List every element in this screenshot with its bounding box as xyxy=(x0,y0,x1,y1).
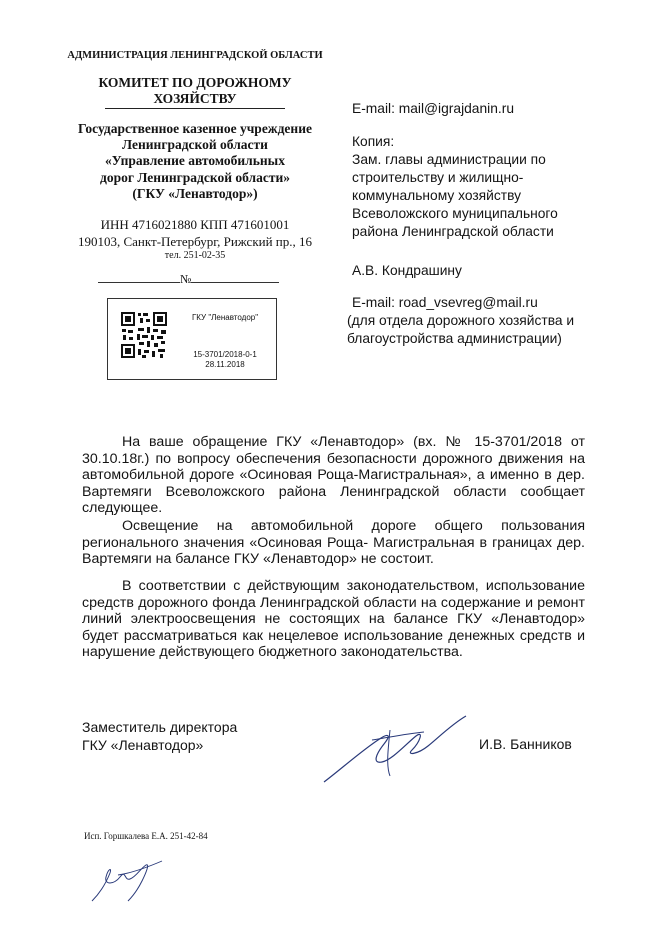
organization-name xyxy=(50,121,340,202)
note-line: благоустройства администрации) xyxy=(347,331,562,346)
copy-recipient xyxy=(352,151,642,241)
registration-stamp xyxy=(107,298,277,380)
recipient-name: А.В. Кондрашину xyxy=(352,263,462,278)
phone: тел. 251-02-35 xyxy=(164,250,226,261)
organization-line: дорог Ленинградской области» xyxy=(100,169,290,185)
recipient-email: E-mail: mail@igrajdanin.ru xyxy=(352,101,514,116)
inn-kpp: ИНН 4716021880 КПП 471601001 xyxy=(100,217,290,232)
administration-heading: АДМИНИСТРАЦИЯ ЛЕНИНГРАДСКОЙ ОБЛАСТИ xyxy=(67,50,323,61)
body-paragraph-text: На ваше обращение ГКУ «Ленавтодор» (вх. № 15-3701/2018 от 30.10.18г.) по вопросу обеспечения безопасности дорожного движения на автомобильной дороге «Осиновая Роща-Магистральная», а именно в дер. Вартемяги Всеволожского района Ленинградской области сообщает следующее. xyxy=(82,434,585,517)
committee-heading xyxy=(60,75,330,107)
copy-note xyxy=(347,312,642,348)
signatory-title-line: Заместитель директора xyxy=(82,719,238,735)
recipient-line: строительству и жилищно- xyxy=(352,170,524,185)
body-paragraph xyxy=(82,434,585,517)
body-paragraph-text: В соответствии с действующим законодательством, использование средств дорожного фонда Ленинградской области на содержание и ремонт линий электроосвещения не состоящих на балансе ГКУ «Ленавтодор» будет рассматриваться как нецелевое использование денежных средств и нарушение действующего бюджетного законодательства. xyxy=(82,578,585,661)
initials-signature xyxy=(88,855,168,905)
handwritten-signature xyxy=(320,710,470,790)
recipient-line: Всеволожского муниципального xyxy=(352,206,558,221)
copy-label: Копия: xyxy=(352,134,395,149)
address: 190103, Санкт-Петербург, Рижский пр., 16 xyxy=(77,234,313,249)
note-line: (для отдела дорожного хозяйства и xyxy=(347,313,575,328)
executor-info: Исп. Горшкалева Е.А. 251-42-84 xyxy=(84,831,208,841)
outgoing-number-line xyxy=(98,272,298,287)
header-divider xyxy=(105,108,285,109)
stamp-date: 28.11.2018 xyxy=(205,360,245,369)
date-blank xyxy=(98,272,180,283)
signatory-name: И.В. Банников xyxy=(479,736,572,752)
signatory-title-line: ГКУ «Ленавтодор» xyxy=(82,737,204,753)
organization-line: Государственное казенное учреждение xyxy=(78,121,312,136)
committee-line: КОМИТЕТ ПО ДОРОЖНОМУ xyxy=(98,75,292,90)
recipient-line: коммунальному хозяйству xyxy=(352,188,521,203)
number-sign: № xyxy=(180,272,192,286)
committee-line: ХОЗЯЙСТВУ xyxy=(153,91,237,106)
copy-email: E-mail: road_vsevreg@mail.ru xyxy=(352,295,538,310)
stamp-organization: ГКУ "Ленавтодор" xyxy=(191,313,259,322)
organization-line: Ленинградской области xyxy=(122,137,268,153)
body-paragraph xyxy=(82,518,585,568)
recipient-line: Зам. главы администрации по xyxy=(352,152,546,167)
body-paragraph xyxy=(82,578,585,661)
signatory-title xyxy=(82,718,237,754)
organization-line: «Управление автомобильных xyxy=(105,153,285,169)
qr-code-icon xyxy=(120,311,168,359)
number-blank xyxy=(191,272,279,283)
recipient-line: района Ленинградской области xyxy=(352,224,554,239)
body-paragraph-text: Освещение на автомобильной дороге общего пользования регионального значения «Осиновая Роща- Магистральная в границах дер. Вартемяги на балансе ГКУ «Ленавтодор» не состоит. xyxy=(82,518,585,568)
organization-line: (ГКУ «Ленавтодор») xyxy=(132,185,258,201)
stamp-reg-number: 15-3701/2018-0-1 xyxy=(193,350,257,359)
